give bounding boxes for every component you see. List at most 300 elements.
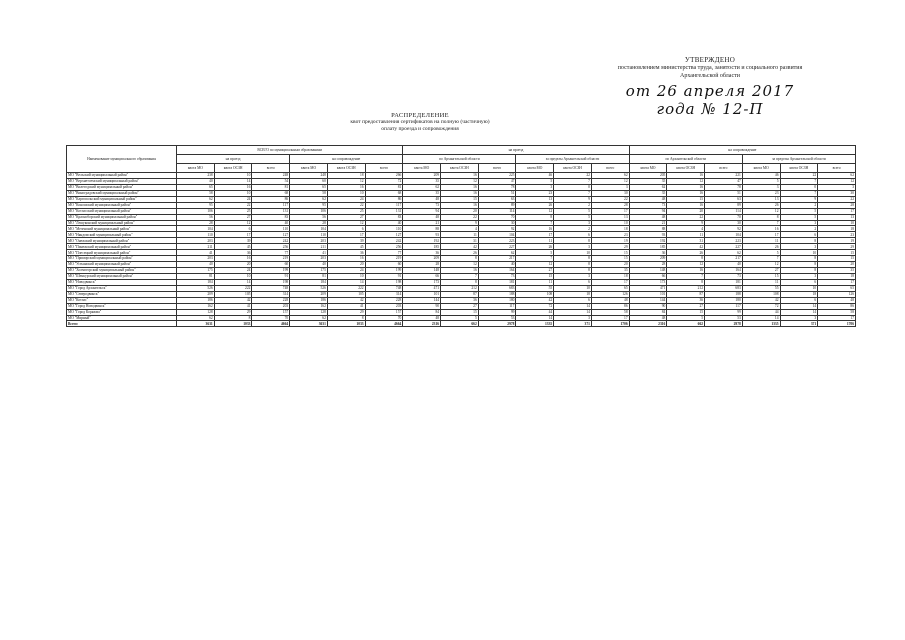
quota-cell: 12 xyxy=(441,178,479,184)
header-total: всего xyxy=(818,164,856,173)
quota-cell: 209 xyxy=(629,256,667,262)
quota-cell: 12 xyxy=(667,262,705,268)
quota-cell: 29 xyxy=(818,244,856,250)
quota-cell: 10 xyxy=(554,285,592,291)
quota-cell: 16 xyxy=(327,184,365,190)
heading-sub1: квот предоставления сертификатов на полную (частичную) xyxy=(350,119,490,125)
quota-cell: 18 xyxy=(327,173,365,179)
quota-cell: 47 xyxy=(478,178,516,184)
quota-cell: 198 xyxy=(252,279,290,285)
quota-cell: 24 xyxy=(327,268,365,274)
quota-cell: 81 xyxy=(252,184,290,190)
municipality-name: МО "Няндомский муниципальный район" xyxy=(67,232,177,238)
quota-cell: 78 xyxy=(478,184,516,190)
quota-cell: 7 xyxy=(742,220,780,226)
quota-cell: 25 xyxy=(327,208,365,214)
quota-cell: 4 xyxy=(667,226,705,232)
quota-cell: 70 xyxy=(478,214,516,220)
quota-cell: 173 xyxy=(403,279,441,285)
quota-cell: 5 xyxy=(780,214,818,220)
quota-cell: 7 xyxy=(554,190,592,196)
quota-cell: 35 xyxy=(403,190,441,196)
quota-cell: 683 xyxy=(478,285,516,291)
quota-cell: 8 xyxy=(667,279,705,285)
quota-cell: 4 xyxy=(441,226,479,232)
quota-cell: 3 xyxy=(516,184,554,190)
quota-cell: 23 xyxy=(591,232,629,238)
municipality-name: МО "Пинежский муниципальный район" xyxy=(67,244,177,250)
quota-cell: 36 xyxy=(214,250,252,256)
quota-cell: 223 xyxy=(705,238,743,244)
quota-cell: 3 xyxy=(780,244,818,250)
quota-cell: 91 xyxy=(252,273,290,279)
quota-cell: 128 xyxy=(290,309,328,315)
quota-cell: 209 xyxy=(177,291,215,297)
header-group-travel: на проезд xyxy=(177,155,290,164)
quota-cell: 6 xyxy=(554,232,592,238)
municipality-name: МО "Онежский муниципальный район" xyxy=(67,238,177,244)
quota-cell: 16 xyxy=(327,256,365,262)
quota-cell: 10 xyxy=(327,273,365,279)
quota-cell: 6 xyxy=(780,279,818,285)
quota-cell: 3631 xyxy=(177,321,215,327)
quota-cell: 27 xyxy=(214,214,252,220)
quota-cell: 9 xyxy=(780,196,818,202)
quota-cell: 209 xyxy=(290,291,328,297)
quota-cell: 2978 xyxy=(705,321,743,327)
quota-cell: 198 xyxy=(365,279,403,285)
quota-cell: 16 xyxy=(441,190,479,196)
header-total: всего xyxy=(705,164,743,173)
quota-cell: 17 xyxy=(516,232,554,238)
quota-cell: 17 xyxy=(818,315,856,321)
quota-cell: 30 xyxy=(705,220,743,226)
quota-cell: 62 xyxy=(591,173,629,179)
quota-cell: 192 xyxy=(629,238,667,244)
quota-cell: 51 xyxy=(705,190,743,196)
header-escort-outside: за пределы Архангельской области xyxy=(742,155,855,164)
quota-cell: 15 xyxy=(591,256,629,262)
total-row xyxy=(67,321,856,327)
header-total: всего xyxy=(252,164,290,173)
quota-cell: 14 xyxy=(516,315,554,321)
quota-cell: 90 xyxy=(403,303,441,309)
quota-cell: 12 xyxy=(441,262,479,268)
quota-cell: 175 xyxy=(177,268,215,274)
quota-cell: 18 xyxy=(818,273,856,279)
quota-cell: 248 xyxy=(252,173,290,179)
quota-cell: 89 xyxy=(478,202,516,208)
quota-cell: 3 xyxy=(780,220,818,226)
quota-cell: 15 xyxy=(591,250,629,256)
quota-cell: 20 xyxy=(214,262,252,268)
quota-cell: 44 xyxy=(742,309,780,315)
municipality-name: МО "Коношский муниципальный район" xyxy=(67,202,177,208)
quota-cell: 22 xyxy=(667,214,705,220)
quota-cell: 114 xyxy=(478,208,516,214)
quota-cell: 48 xyxy=(629,315,667,321)
quota-cell: 16 xyxy=(667,202,705,208)
quota-cell: 62 xyxy=(177,196,215,202)
quota-cell: 104 xyxy=(705,232,743,238)
quota-cell: 3 xyxy=(554,244,592,250)
quota-cell: 238 xyxy=(177,173,215,179)
quota-cell: 8 xyxy=(554,256,592,262)
quota-cell: 227 xyxy=(478,244,516,250)
quota-cell: 17 xyxy=(214,232,252,238)
quota-cell: 117 xyxy=(252,202,290,208)
quota-cell: 84 xyxy=(629,309,667,315)
quota-cell: 188 xyxy=(478,291,516,297)
header-quota-ossn: квота ОСЗН xyxy=(214,164,252,173)
municipality-name: МО "Верхнетоемский муниципальный район" xyxy=(67,178,177,184)
quota-cell: 3 xyxy=(554,315,592,321)
municipality-name: Всего: xyxy=(67,321,177,327)
municipality-name: МО "Вилегодский муниципальный район" xyxy=(67,184,177,190)
quota-cell: 12 xyxy=(214,220,252,226)
distribution-table xyxy=(66,145,856,327)
quota-cell: 13 xyxy=(818,214,856,220)
quota-cell: 185 xyxy=(629,244,667,250)
quota-cell: 20 xyxy=(667,208,705,214)
quota-cell: 54 xyxy=(252,178,290,184)
quota-cell: 93 xyxy=(629,232,667,238)
quota-cell: 62 xyxy=(818,173,856,179)
quota-cell: 7 xyxy=(516,256,554,262)
municipality-name: МО "Плесецкий муниципальный район" xyxy=(67,250,177,256)
quota-cell: 8 xyxy=(780,238,818,244)
quota-cell: 12 xyxy=(742,208,780,214)
quota-cell: 15 xyxy=(441,196,479,202)
quota-cell: 17 xyxy=(818,279,856,285)
quota-cell: 92 xyxy=(705,226,743,232)
quota-cell: 35 xyxy=(591,268,629,274)
quota-cell: 471 xyxy=(629,285,667,291)
quota-cell: 2 xyxy=(780,226,818,232)
quota-cell: 7 xyxy=(554,178,592,184)
quota-cell: 131 xyxy=(252,208,290,214)
quota-cell: 15 xyxy=(667,309,705,315)
header-quota-mo: квота МО xyxy=(290,164,328,173)
quota-cell: 81 xyxy=(365,184,403,190)
quota-cell: 62 xyxy=(478,250,516,256)
quota-cell: 42 xyxy=(214,297,252,303)
quota-cell: 9 xyxy=(667,220,705,226)
quota-cell: 203 xyxy=(252,303,290,309)
approval-line2: Архангельской области xyxy=(680,73,740,79)
quota-cell: 88 xyxy=(629,226,667,232)
quota-cell: 144 xyxy=(403,297,441,303)
quota-cell: 127 xyxy=(365,232,403,238)
quota-cell: 12 xyxy=(591,178,629,184)
quota-cell: 1706 xyxy=(818,321,856,327)
quota-cell: 14 xyxy=(780,303,818,309)
quota-cell: 72 xyxy=(365,178,403,184)
quota-cell: 219 xyxy=(365,256,403,262)
quota-cell: 217 xyxy=(478,256,516,262)
quota-cell: 12 xyxy=(327,220,365,226)
quota-cell: 5 xyxy=(441,315,479,321)
quota-cell: 108 xyxy=(516,291,554,297)
quota-cell: 86 xyxy=(252,196,290,202)
quota-cell: 8 xyxy=(780,268,818,274)
quota-cell: 77 xyxy=(252,250,290,256)
quota-cell: 19 xyxy=(818,238,856,244)
quota-cell: 104 xyxy=(177,226,215,232)
quota-cell: 13 xyxy=(742,196,780,202)
municipality-name: МО "Холмогорский муниципальный район" xyxy=(67,268,177,274)
header-quota-mo: квота МО xyxy=(516,164,554,173)
quota-cell: 58 xyxy=(177,190,215,196)
quota-cell: 14 xyxy=(554,303,592,309)
quota-cell: 11 xyxy=(516,238,554,244)
quota-cell: 70 xyxy=(252,315,290,321)
quota-cell: 6 xyxy=(780,297,818,303)
quota-cell: 180 xyxy=(705,297,743,303)
quota-cell: 10 xyxy=(780,250,818,256)
quota-cell: 24 xyxy=(214,196,252,202)
quota-cell: 20 xyxy=(327,262,365,268)
quota-cell: 15 xyxy=(667,196,705,202)
municipality-name: МО "Шенкурский муниципальный район" xyxy=(67,273,177,279)
quota-cell: 2 xyxy=(554,202,592,208)
quota-cell: 63 xyxy=(478,196,516,202)
quota-cell: 185 xyxy=(403,244,441,250)
quota-cell: 87 xyxy=(667,291,705,297)
quota-cell: 60 xyxy=(252,262,290,268)
quota-cell: 104 xyxy=(290,226,328,232)
quota-cell: 24 xyxy=(327,196,365,202)
quota-cell: 40 xyxy=(252,220,290,226)
quota-cell: 26 xyxy=(742,202,780,208)
quota-cell: 219 xyxy=(252,256,290,262)
quota-cell: 17 xyxy=(591,279,629,285)
quota-cell: 16 xyxy=(441,173,479,179)
quota-cell: 8 xyxy=(327,315,365,321)
quota-cell: 27 xyxy=(742,268,780,274)
quota-cell: 162 xyxy=(290,303,328,309)
quota-cell: 44 xyxy=(516,309,554,315)
heading-sub2: оплату проезда и сопровождения xyxy=(381,126,459,132)
quota-cell: 42 xyxy=(742,297,780,303)
quota-cell: 192 xyxy=(403,238,441,244)
quota-cell: 40 xyxy=(177,262,215,268)
quota-cell: 22 xyxy=(327,202,365,208)
quota-cell: 117 xyxy=(478,303,516,309)
quota-cell: 248 xyxy=(290,173,328,179)
quota-cell: 5 xyxy=(742,178,780,184)
quota-cell: 5 xyxy=(516,178,554,184)
quota-cell: 7 xyxy=(780,190,818,196)
quota-cell: 22 xyxy=(214,202,252,208)
quota-cell: 5 xyxy=(554,214,592,220)
quota-cell: 20 xyxy=(441,208,479,214)
quota-cell: 203 xyxy=(290,256,328,262)
quota-cell: 56 xyxy=(177,214,215,220)
quota-cell: 6 xyxy=(554,297,592,303)
quota-cell: 148 xyxy=(403,268,441,274)
header-quota-mo: квота МО xyxy=(629,164,667,173)
quota-cell: 16 xyxy=(214,256,252,262)
quota-cell: 55 xyxy=(742,285,780,291)
quota-cell: 26 xyxy=(742,244,780,250)
quota-cell: 68 xyxy=(252,190,290,196)
quota-cell: 45 xyxy=(214,244,252,250)
quota-cell: 11 xyxy=(441,232,479,238)
quota-cell: 184 xyxy=(177,279,215,285)
header-group-escort: на сопровождение xyxy=(290,155,403,164)
quota-cell: 60 xyxy=(290,178,328,184)
quota-cell: 41 xyxy=(177,250,215,256)
quota-cell: 17 xyxy=(327,232,365,238)
quota-cell: 18 xyxy=(591,226,629,232)
quota-cell: 242 xyxy=(252,238,290,244)
header-escort-total: на сопровождение xyxy=(629,146,855,155)
quota-cell: 88 xyxy=(403,226,441,232)
quota-cell: 212 xyxy=(667,285,705,291)
approval-handwritten-date: от 26 апреля 2017 года № 12-П xyxy=(625,82,795,118)
quota-cell: 9 xyxy=(441,220,479,226)
quota-cell: 223 xyxy=(478,238,516,244)
quota-cell: 56 xyxy=(290,214,328,220)
quota-cell: 2 xyxy=(780,202,818,208)
quota-cell: 22 xyxy=(780,173,818,179)
municipality-name: МО "Лешуконский муниципальный район" xyxy=(67,220,177,226)
quota-cell: 8 xyxy=(214,315,252,321)
quota-cell: 40 xyxy=(290,262,328,268)
quota-cell: 42 xyxy=(327,297,365,303)
quota-cell: 8 xyxy=(516,214,554,220)
quota-cell: 42 xyxy=(667,244,705,250)
quota-cell: 0 xyxy=(554,184,592,190)
quota-cell: 12 xyxy=(327,178,365,184)
quota-cell: 58 xyxy=(818,309,856,315)
quota-cell: 748 xyxy=(252,285,290,291)
quota-cell: 3 xyxy=(780,273,818,279)
quota-cell: 63 xyxy=(705,196,743,202)
quota-cell: 371 xyxy=(780,321,818,327)
quota-cell: 203 xyxy=(290,238,328,244)
quota-cell: 16 xyxy=(214,184,252,190)
quota-cell: 371 xyxy=(554,321,592,327)
quota-cell: 30 xyxy=(818,190,856,196)
quota-cell: 29 xyxy=(214,309,252,315)
quota-cell: 101 xyxy=(629,291,667,297)
quota-cell: 7 xyxy=(667,273,705,279)
quota-cell: 15 xyxy=(516,273,554,279)
quota-cell: 117 xyxy=(365,202,403,208)
quota-cell: 221 xyxy=(705,173,743,179)
quota-cell: 53 xyxy=(478,315,516,321)
quota-cell: 12 xyxy=(742,262,780,268)
quota-cell: 225 xyxy=(478,173,516,179)
quota-cell: 94 xyxy=(403,208,441,214)
quota-cell: 29 xyxy=(591,244,629,250)
quota-cell: 66 xyxy=(403,273,441,279)
quota-cell: 8 xyxy=(554,262,592,268)
quota-cell: 205 xyxy=(629,173,667,179)
quota-cell: 30 xyxy=(591,190,629,196)
quota-cell: 48 xyxy=(629,196,667,202)
quota-cell: 18 xyxy=(780,291,818,297)
quota-cell: 58 xyxy=(591,309,629,315)
quota-cell: 8 xyxy=(554,268,592,274)
quota-cell: 66 xyxy=(629,273,667,279)
quota-cell: 84 xyxy=(403,309,441,315)
quota-cell: 36 xyxy=(327,250,365,256)
approval-line1: постановлением министерства труда, занятости и социального развития xyxy=(617,65,803,71)
quota-cell: 89 xyxy=(705,202,743,208)
quota-cell: 18 xyxy=(591,273,629,279)
quota-cell: 62 xyxy=(290,315,328,321)
quota-cell: 5 xyxy=(667,315,705,321)
quota-cell: 21 xyxy=(629,220,667,226)
quota-cell: 25 xyxy=(214,208,252,214)
quota-cell: 162 xyxy=(177,303,215,309)
quota-cell: 20 xyxy=(591,262,629,268)
quota-cell: 209 xyxy=(403,173,441,179)
quota-cell: 117 xyxy=(705,303,743,309)
quota-cell: 110 xyxy=(177,232,215,238)
quota-cell: 173 xyxy=(629,279,667,285)
quota-cell: 148 xyxy=(629,268,667,274)
quota-cell: 21 xyxy=(403,220,441,226)
quota-cell: 16 xyxy=(667,184,705,190)
quota-cell: 16 xyxy=(441,184,479,190)
quota-cell: 36 xyxy=(403,250,441,256)
municipality-name: МО "Котласский муниципальный район" xyxy=(67,208,177,214)
quota-cell: 110 xyxy=(252,226,290,232)
quota-cell: 77 xyxy=(365,250,403,256)
quota-cell: 186 xyxy=(177,297,215,303)
quota-cell: 203 xyxy=(177,238,215,244)
quota-cell: 6 xyxy=(554,279,592,285)
municipality-name: МО "Город Архангельск" xyxy=(67,285,177,291)
quota-cell: 28 xyxy=(177,220,215,226)
quota-cell: 15 xyxy=(441,309,479,315)
quota-cell: 2316 xyxy=(629,321,667,327)
quota-cell: 42 xyxy=(516,297,554,303)
quota-cell: 10 xyxy=(818,220,856,226)
quota-cell: 62 xyxy=(705,250,743,256)
municipality-name: МО "Город Новодвинск" xyxy=(67,303,177,309)
quota-cell: 17 xyxy=(818,208,856,214)
municipality-name: МО "Мирный" xyxy=(67,315,177,321)
quota-cell: 23 xyxy=(516,190,554,196)
quota-cell: 266 xyxy=(365,173,403,179)
quota-cell: 22 xyxy=(441,214,479,220)
quota-cell: 128 xyxy=(177,309,215,315)
quota-cell: 16 xyxy=(667,173,705,179)
quota-cell: 53 xyxy=(705,315,743,321)
quota-cell: 114 xyxy=(705,208,743,214)
quota-cell: 18 xyxy=(554,291,592,297)
quota-cell: 22 xyxy=(591,196,629,202)
municipality-name: МО "Каргопольский муниципальный район" xyxy=(67,196,177,202)
municipality-name: МО "Приморский муниципальный район" xyxy=(67,256,177,262)
quota-cell: 164 xyxy=(705,268,743,274)
quota-cell: 662 xyxy=(441,321,479,327)
quota-cell: 126 xyxy=(818,291,856,297)
quota-cell: 26 xyxy=(441,250,479,256)
quota-cell: 40 xyxy=(365,220,403,226)
quota-cell: 10 xyxy=(214,173,252,179)
municipality-name: МО "Новодвинск" xyxy=(67,279,177,285)
quota-cell: 46 xyxy=(742,173,780,179)
quota-cell: 11 xyxy=(667,232,705,238)
quota-cell: 228 xyxy=(252,297,290,303)
quota-cell: 40 xyxy=(478,262,516,268)
